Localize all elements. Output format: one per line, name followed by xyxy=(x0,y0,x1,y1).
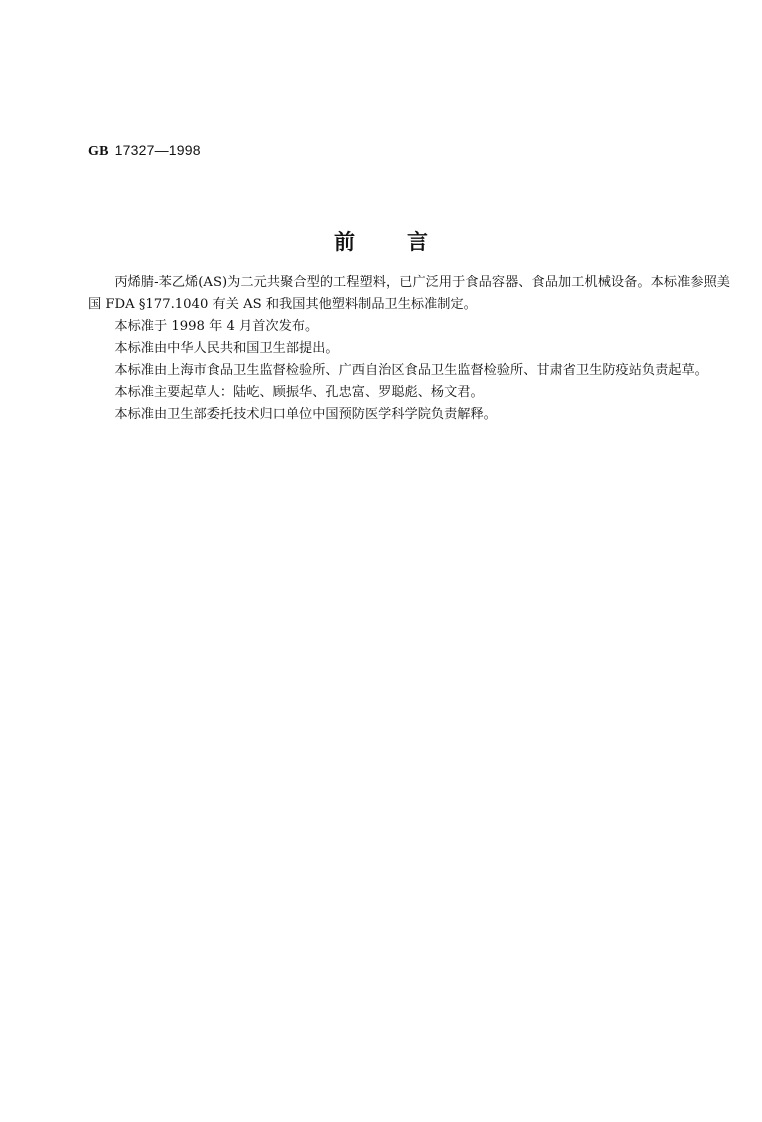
document-header-code xyxy=(88,142,201,160)
paragraph-scope: 丙烯腈-苯乙烯(AS)为二元共聚合型的工程塑料，已广泛用于食品容器、食品加工机械设备。本标准参照美国 FDA §177.1040 有关 AS 和我国其他塑料制品卫生标准制定。 xyxy=(88,275,730,312)
paragraph-release: 本标准于 1998 年 4 月首次发布。 xyxy=(114,319,319,334)
paragraph-interpretation: 本标准由卫生部委托技术归口单位中国预防医学科学院负责解释。 xyxy=(114,407,497,422)
standard-prefix: GB xyxy=(88,144,109,159)
paragraph-proposer: 本标准由中华人民共和国卫生部提出。 xyxy=(114,341,339,356)
foreword-body xyxy=(88,272,730,426)
paragraph-drafters: 本标准主要起草人：陆屹、顾振华、孔忠富、罗聪彪、杨文君。 xyxy=(114,385,484,400)
paragraph-drafting-units: 本标准由上海市食品卫生监督检验所、广西自治区食品卫生监督检验所、甘肃省卫生防疫站负责起草。 xyxy=(114,363,708,378)
page-title: 前言 xyxy=(334,229,480,254)
standard-number: 17327—1998 xyxy=(114,142,201,158)
